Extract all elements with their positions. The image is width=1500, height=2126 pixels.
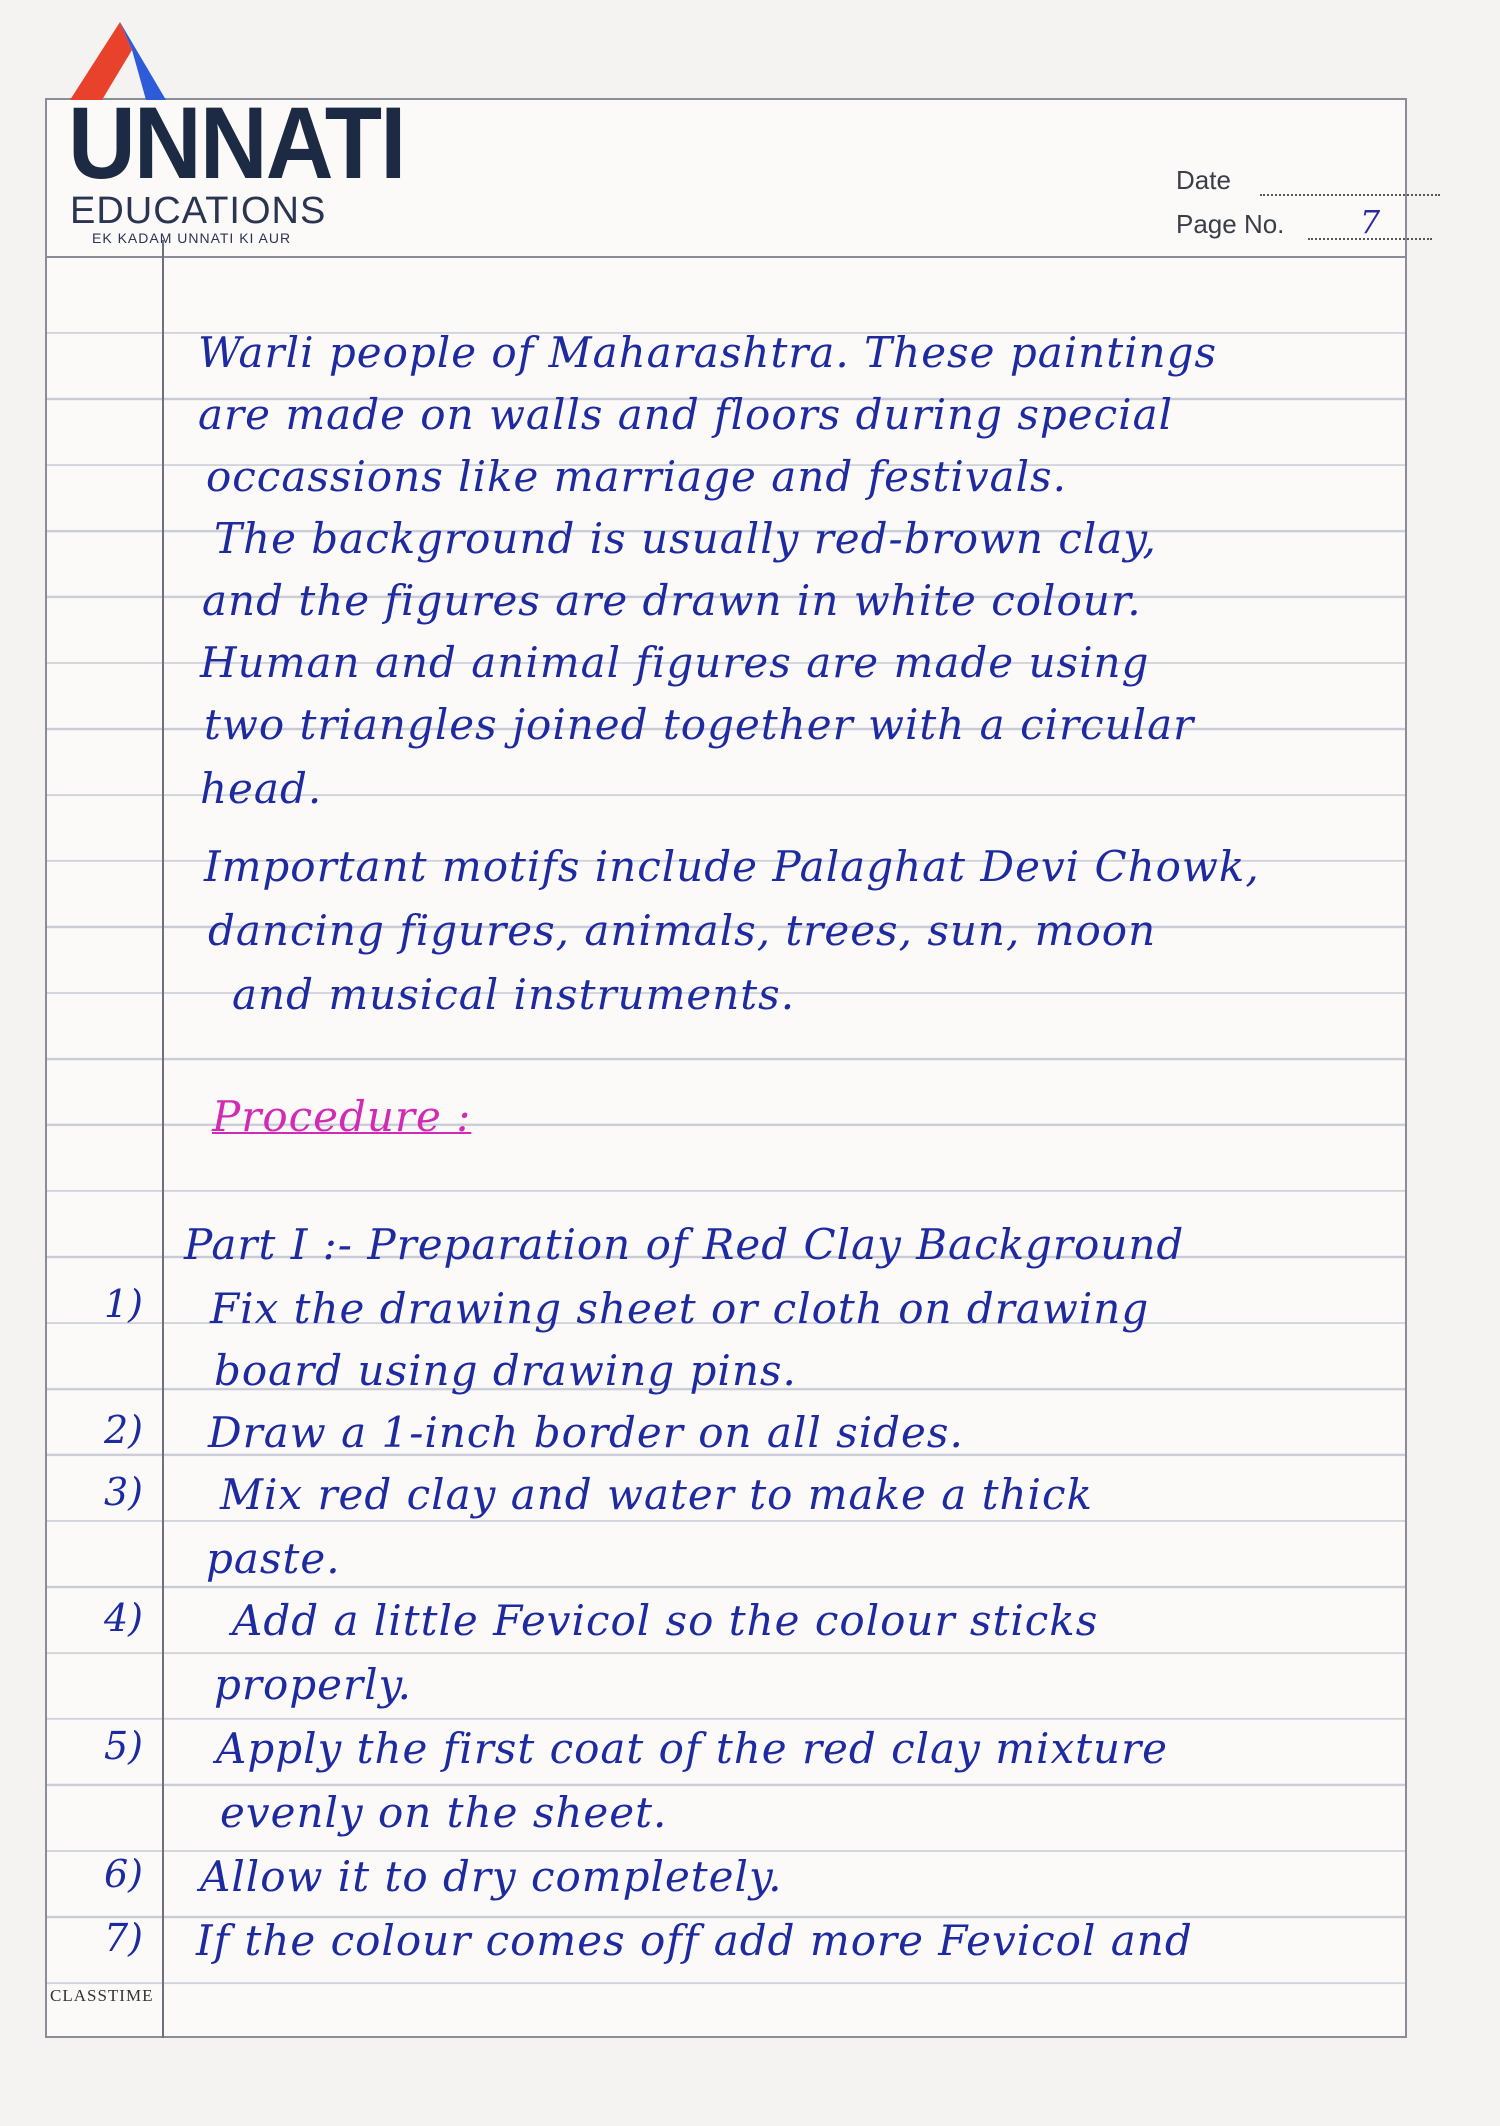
step-line: Add a little Fevicol so the colour sticks xyxy=(232,1596,1099,1645)
step-line: properly. xyxy=(214,1660,412,1709)
step-number: 7) xyxy=(104,1916,144,1960)
body-line: head. xyxy=(200,764,323,813)
body-line: and musical instruments. xyxy=(232,970,796,1019)
part-heading: Part I :- Preparation of Red Clay Background xyxy=(184,1220,1185,1269)
logo-word: UNNATI xyxy=(68,86,405,200)
step-line: Draw a 1-inch border on all sides. xyxy=(208,1408,964,1457)
body-line: Important motifs include Palaghat Devi Chowk, xyxy=(204,842,1260,891)
step-line: Mix red clay and water to make a thick xyxy=(220,1470,1093,1519)
page-no-label: Page No. xyxy=(1176,209,1285,239)
step-line: Allow it to dry completely. xyxy=(200,1852,783,1901)
step-line: Fix the drawing sheet or cloth on drawing xyxy=(210,1284,1150,1333)
page-no-value: 7 xyxy=(1308,206,1432,240)
logo-tagline: EK KADAM UNNATI KI AUR xyxy=(92,230,292,246)
date-page-box xyxy=(1176,152,1440,240)
body-line: occassions like marriage and festivals. xyxy=(206,452,1067,501)
step-number: 5) xyxy=(104,1724,144,1768)
step-line: board using drawing pins. xyxy=(214,1346,797,1395)
body-line: The background is usually red-brown clay, xyxy=(214,514,1157,563)
step-number: 1) xyxy=(104,1282,144,1326)
body-line: dancing figures, animals, trees, sun, moon xyxy=(208,906,1157,955)
brand-label: CLASSTIME xyxy=(50,1986,154,2005)
body-line: two triangles joined together with a circular xyxy=(204,700,1195,749)
procedure-heading: Procedure : xyxy=(212,1092,472,1141)
step-number: 4) xyxy=(104,1596,144,1640)
step-number: 3) xyxy=(104,1470,144,1514)
margin-line xyxy=(162,240,164,2038)
step-number: 2) xyxy=(104,1408,144,1452)
logo-subtitle: EDUCATIONS xyxy=(70,190,327,232)
date-label: Date xyxy=(1176,165,1231,195)
body-line: Warli people of Maharashtra. These paintings xyxy=(198,328,1218,377)
date-value xyxy=(1260,194,1440,196)
step-line: paste. xyxy=(206,1534,341,1583)
unnati-logo xyxy=(62,22,405,246)
step-number: 6) xyxy=(104,1852,144,1896)
body-line: are made on walls and floors during special xyxy=(198,390,1174,439)
body-line: and the figures are drawn in white colour. xyxy=(202,576,1142,625)
step-line: If the colour comes off add more Fevicol and xyxy=(196,1916,1193,1965)
step-line: Apply the first coat of the red clay mixture xyxy=(216,1724,1169,1773)
body-line: Human and animal figures are made using xyxy=(200,638,1150,687)
step-line: evenly on the sheet. xyxy=(220,1788,668,1837)
